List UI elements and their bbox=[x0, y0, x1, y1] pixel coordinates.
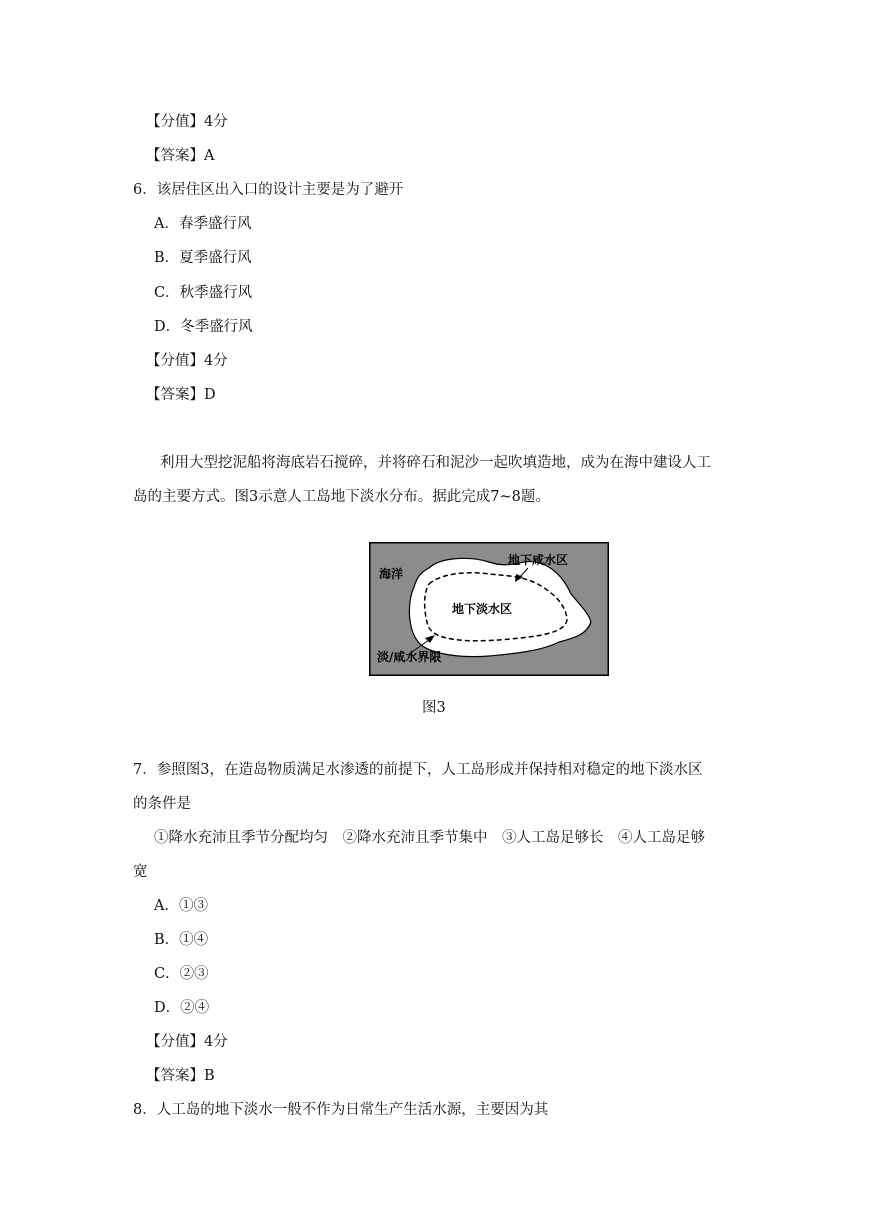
passage-line-2: 岛的主要方式。图3示意人工岛地下淡水分布。据此完成7~8题。 bbox=[133, 489, 550, 505]
q7-option-d: D．②④ bbox=[154, 1000, 210, 1016]
q7-choices-line-1: ①降水充沛且季节分配均匀 ②降水充沛且季节集中 ③人工岛足够长 ④人工岛足够 bbox=[154, 830, 705, 846]
q7-option-a: A．①③ bbox=[154, 898, 208, 914]
q6-score: 【分值】4分 bbox=[146, 353, 228, 369]
q6-option-b: B．夏季盛行风 bbox=[154, 250, 252, 266]
label-fresh-zone: 地下淡水区 bbox=[452, 602, 513, 616]
q6-stem: 6．该居住区出入口的设计主要是为了避开 bbox=[133, 182, 404, 198]
passage-line-1: 利用大型挖泥船将海底岩石搅碎，并将碎石和泥沙一起吹填造地，成为在海中建设人工 bbox=[160, 455, 711, 471]
q6-option-a: A．春季盛行风 bbox=[154, 216, 252, 232]
q6-option-c: C．秋季盛行风 bbox=[154, 285, 253, 301]
label-boundary: 淡/咸水界限 bbox=[377, 650, 442, 664]
island-figure bbox=[369, 542, 609, 676]
q7-option-b: B．①④ bbox=[154, 932, 209, 948]
q7-score: 【分值】4分 bbox=[146, 1034, 228, 1050]
q7-stem-line-2: 的条件是 bbox=[133, 796, 191, 812]
label-saline-zone: 地下咸水区 bbox=[508, 553, 569, 567]
q5-score: 【分值】4分 bbox=[146, 114, 228, 130]
q6-answer: 【答案】D bbox=[146, 387, 216, 403]
figure-caption: 图3 bbox=[422, 700, 446, 716]
q6-option-d: D．冬季盛行风 bbox=[154, 319, 253, 335]
q7-option-c: C．②③ bbox=[154, 966, 209, 982]
q7-choices-line-2: 宽 bbox=[133, 864, 148, 880]
q8-stem: 8．人工岛的地下淡水一般不作为日常生产生活水源，主要因为其 bbox=[133, 1102, 549, 1118]
q7-answer: 【答案】B bbox=[146, 1068, 215, 1084]
q7-stem-line-1: 7．参照图3，在造岛物质满足水渗透的前提下，人工岛形成并保持相对稳定的地下淡水区 bbox=[133, 762, 703, 778]
label-ocean: 海洋 bbox=[379, 567, 404, 581]
q5-answer: 【答案】A bbox=[146, 148, 215, 164]
